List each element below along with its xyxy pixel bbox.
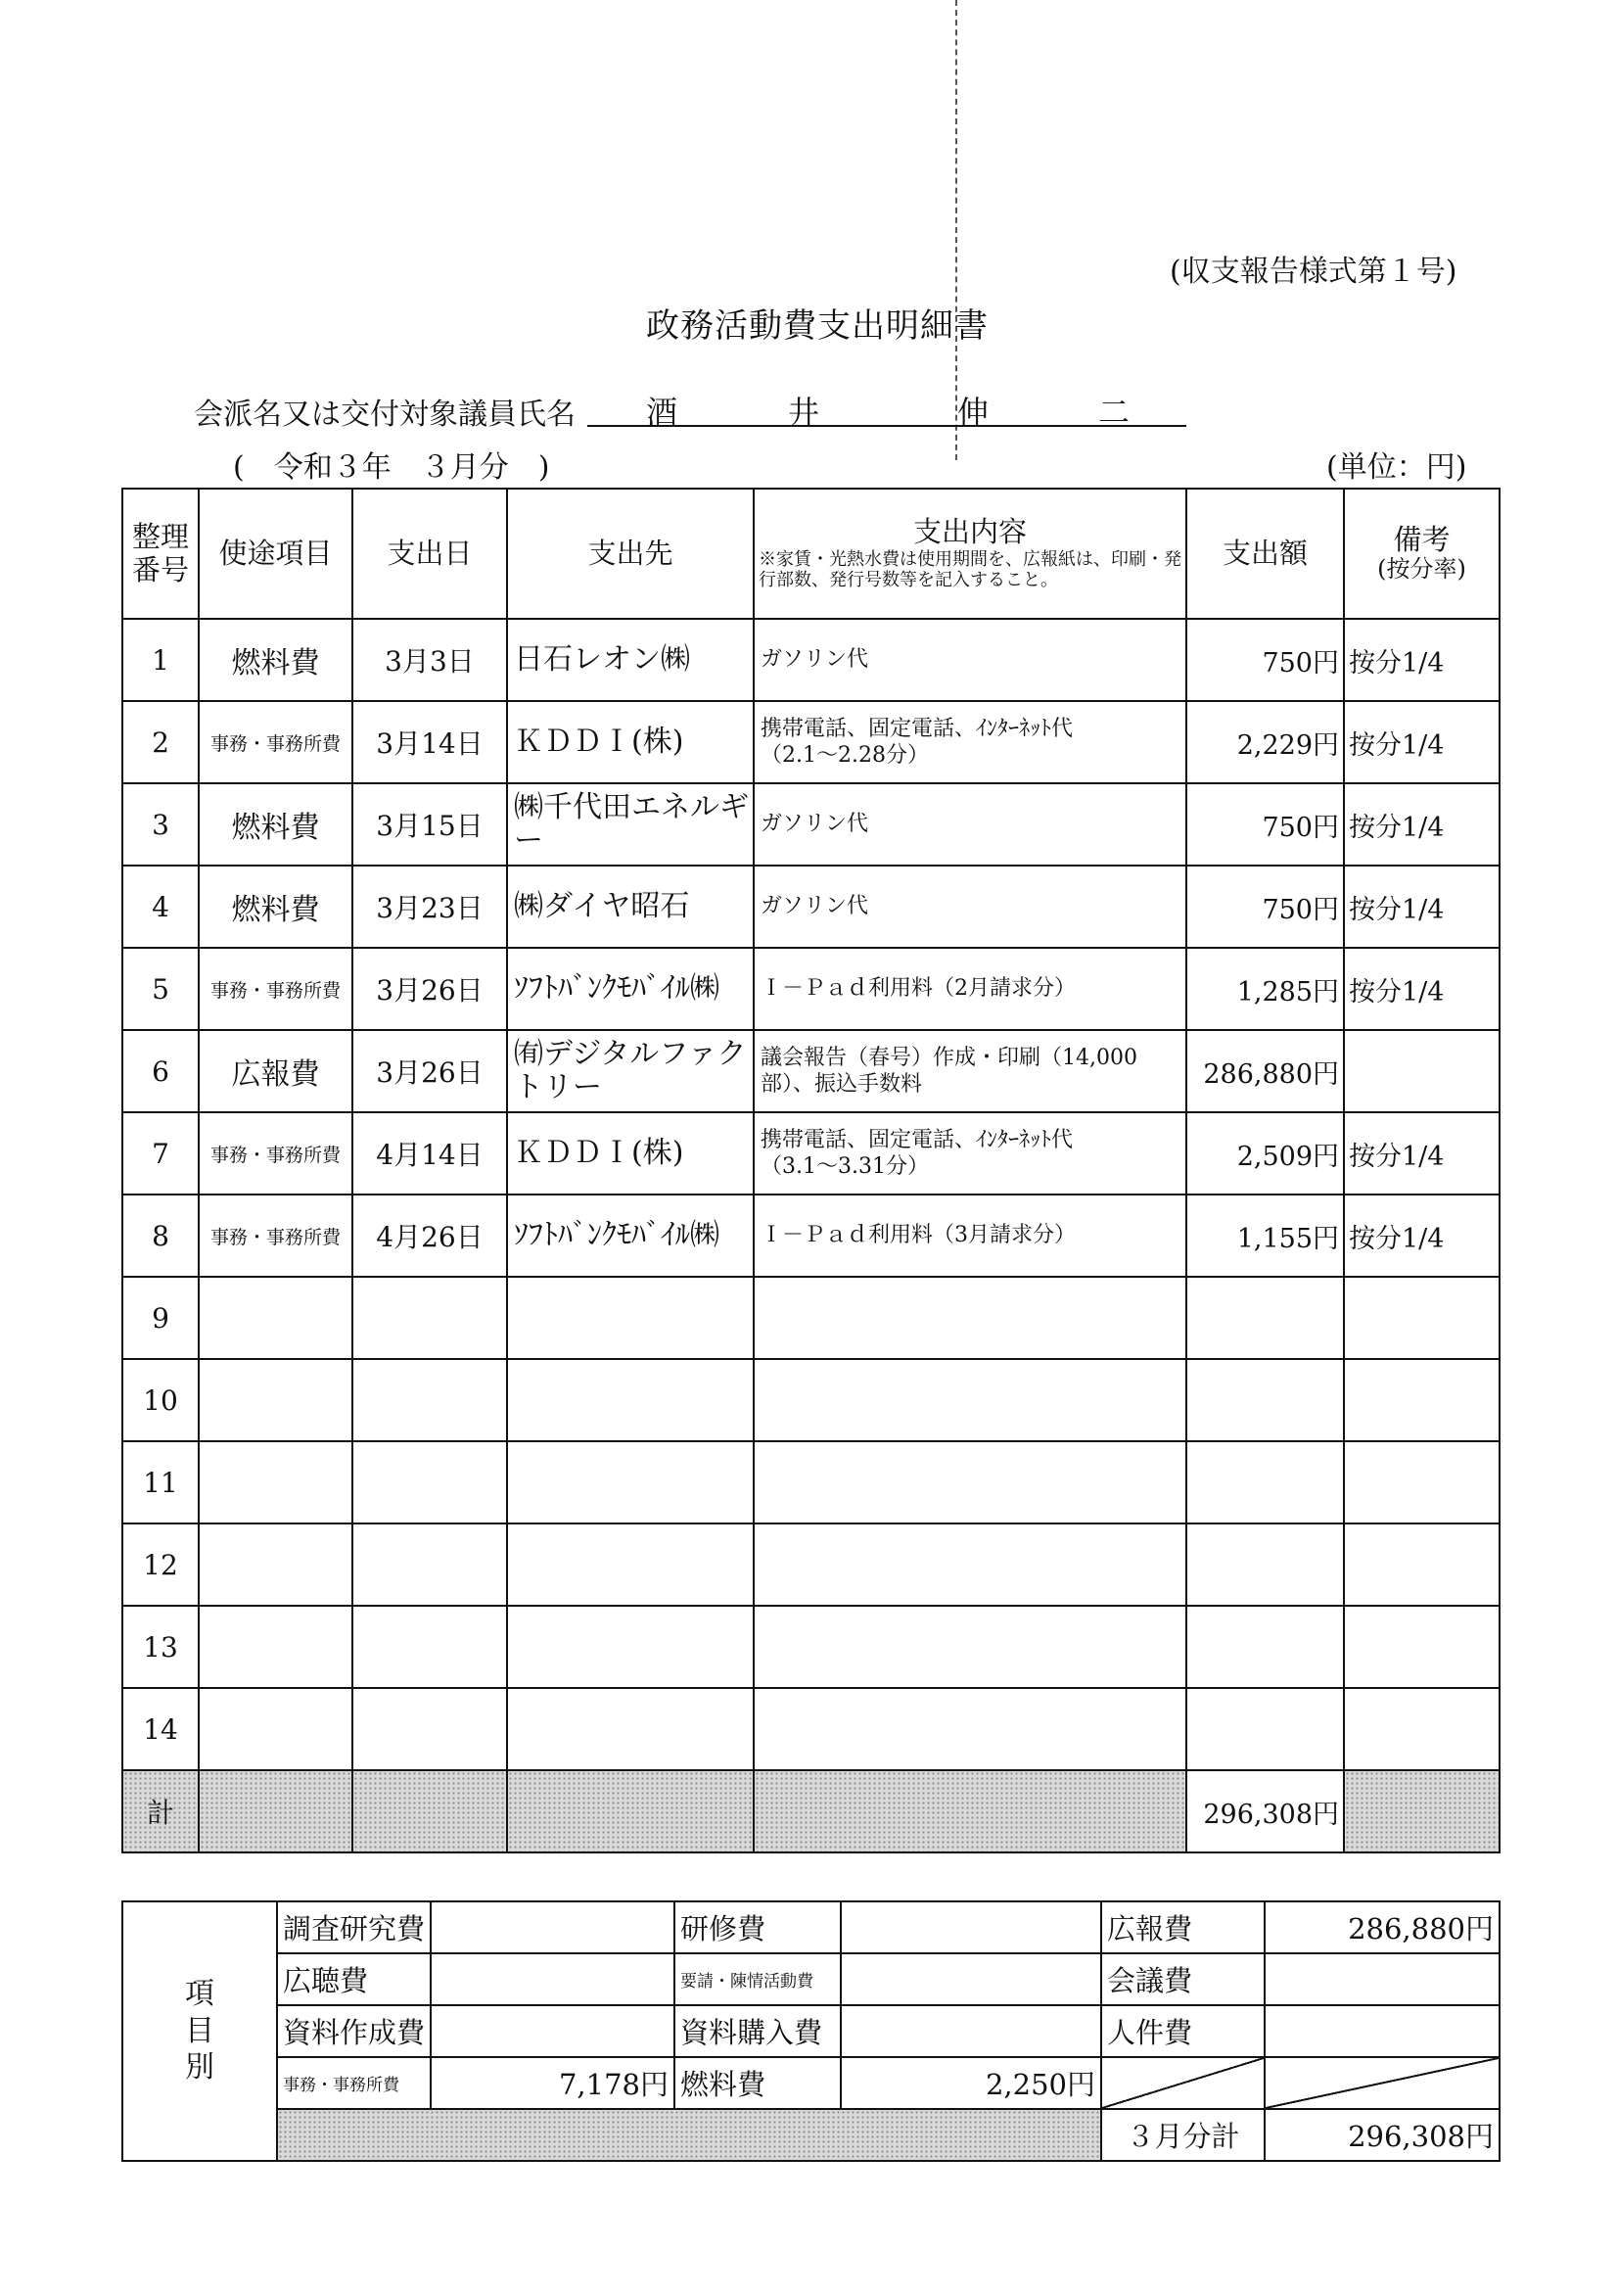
name-label: 会派名又は交付対象議員氏名 [194, 398, 576, 432]
row-description: 携帯電話、固定電話、ｲﾝﾀｰﾈｯﾄ代 （2.1～2.28分） [754, 701, 1186, 783]
row-note: 按分1/4 [1344, 619, 1500, 701]
row-number: 14 [122, 1688, 199, 1770]
row-use: 事務・事務所費 [199, 701, 352, 783]
row-use: 事務・事務所費 [199, 1112, 352, 1195]
table-row [122, 1195, 1500, 1277]
row-description: 携帯電話、固定電話、ｲﾝﾀｰﾈｯﾄ代 （3.1～3.31分） [754, 1112, 1186, 1195]
summary-label: 資料作成費 [277, 2005, 431, 2057]
row-amount: 750円 [1186, 783, 1344, 866]
row-date: 3月15日 [352, 783, 507, 866]
summary-label: 研修費 [674, 1901, 841, 1953]
row-date: 3月26日 [352, 1030, 507, 1112]
table-row [122, 1523, 1500, 1606]
row-use: 広報費 [199, 1030, 352, 1112]
row-use: 燃料費 [199, 866, 352, 948]
row-payee: ㈱ダイヤ昭石 [507, 866, 754, 948]
shaded-cell [277, 2109, 1101, 2161]
summary-label: 資料購入費 [674, 2005, 841, 2057]
row-use [199, 1523, 352, 1606]
row-date: 3月26日 [352, 948, 507, 1030]
row-description: ガソリン代 [754, 619, 1186, 701]
row-use: 事務・事務所費 [199, 948, 352, 1030]
unit-label: (単位：円) [1326, 450, 1467, 485]
document-title: 政務活動費支出明細書 [646, 306, 989, 346]
row-date [352, 1359, 507, 1441]
summary-label: 調査研究費 [277, 1901, 431, 1953]
row-amount: 750円 [1186, 866, 1344, 948]
header-date: 支出日 [352, 489, 507, 619]
row-description: Ｉ－Ｐａｄ利用料（3月請求分） [754, 1195, 1186, 1277]
row-date [352, 1441, 507, 1523]
row-number: 13 [122, 1606, 199, 1688]
summary-amount: 286,880円 [1265, 1901, 1500, 1953]
row-note [1344, 1606, 1500, 1688]
row-amount: 750円 [1186, 619, 1344, 701]
summary-amount [841, 1901, 1101, 1953]
row-use [199, 1606, 352, 1688]
summary-row [122, 1901, 1500, 1953]
row-note [1344, 1688, 1500, 1770]
row-date: 3月23日 [352, 866, 507, 948]
table-row [122, 1030, 1500, 1112]
summary-row [122, 1953, 1500, 2005]
row-use [199, 1359, 352, 1441]
table-row [122, 1112, 1500, 1195]
row-number: 4 [122, 866, 199, 948]
expense-table [121, 488, 1501, 1853]
row-payee [507, 1688, 754, 1770]
row-payee: ｿﾌﾄﾊﾞﾝｸﾓﾊﾞｲﾙ㈱ [507, 1195, 754, 1277]
struck-cell [1265, 2057, 1500, 2109]
summary-amount [1265, 1953, 1500, 2005]
table-row [122, 701, 1500, 783]
row-number: 6 [122, 1030, 199, 1112]
summary-label: 広聴費 [277, 1953, 431, 2005]
member-name-char: 井 [788, 394, 820, 431]
row-description: ガソリン代 [754, 866, 1186, 948]
summary-label: 要請・陳情活動費 [674, 1953, 841, 2005]
row-note [1344, 1030, 1500, 1112]
row-note: 按分1/4 [1344, 1195, 1500, 1277]
summary-amount [1265, 2005, 1500, 2057]
struck-cell [1101, 2057, 1265, 2109]
row-description: Ｉ－Ｐａｄ利用料（2月請求分） [754, 948, 1186, 1030]
row-date: 4月26日 [352, 1195, 507, 1277]
month-total-amount: 296,308円 [1265, 2109, 1500, 2161]
row-number: 7 [122, 1112, 199, 1195]
row-description [754, 1688, 1186, 1770]
shaded-cell [507, 1770, 754, 1852]
header-note-sub: (按分率) [1377, 555, 1466, 584]
table-row [122, 1277, 1500, 1359]
row-description [754, 1277, 1186, 1359]
table-row [122, 1359, 1500, 1441]
row-date: 4月14日 [352, 1112, 507, 1195]
row-description [754, 1359, 1186, 1441]
row-date: 3月14日 [352, 701, 507, 783]
row-date: 3月3日 [352, 619, 507, 701]
row-description: 議会報告（春号）作成・印刷（14,000部）、振込手数料 [754, 1030, 1186, 1112]
shaded-cell [1344, 1770, 1500, 1852]
row-use: 事務・事務所費 [199, 1195, 352, 1277]
row-amount: 286,880円 [1186, 1030, 1344, 1112]
row-note [1344, 1523, 1500, 1606]
row-number: 2 [122, 701, 199, 783]
row-use [199, 1441, 352, 1523]
row-payee: ｿﾌﾄﾊﾞﾝｸﾓﾊﾞｲﾙ㈱ [507, 948, 754, 1030]
summary-row [122, 2057, 1500, 2109]
row-number: 10 [122, 1359, 199, 1441]
row-date [352, 1277, 507, 1359]
row-number: 11 [122, 1441, 199, 1523]
header-no: 整理番号 [122, 489, 199, 619]
total-row [122, 1770, 1500, 1852]
month-total-label: ３月分計 [1101, 2109, 1265, 2161]
summary-total-row [122, 2109, 1500, 2161]
row-number: 3 [122, 783, 199, 866]
summary-label: 燃料費 [674, 2057, 841, 2109]
row-amount [1186, 1277, 1344, 1359]
row-amount: 1,285円 [1186, 948, 1344, 1030]
header-amount: 支出額 [1186, 489, 1344, 619]
header-description [754, 489, 1186, 619]
row-payee: 日石レオン㈱ [507, 619, 754, 701]
summary-label: 会議費 [1101, 1953, 1265, 2005]
total-label: 計 [122, 1770, 199, 1852]
category-side-label [122, 1901, 277, 2161]
header-row [122, 489, 1500, 619]
row-note [1344, 1441, 1500, 1523]
row-payee: ㈱千代田エネルギー [507, 783, 754, 866]
row-payee [507, 1523, 754, 1606]
summary-row [122, 2005, 1500, 2057]
header-use: 使途項目 [199, 489, 352, 619]
table-row [122, 866, 1500, 948]
row-amount: 2,509円 [1186, 1112, 1344, 1195]
row-payee [507, 1359, 754, 1441]
period: ( 令和３年 ３月分 ) [233, 450, 550, 485]
summary-amount [841, 2005, 1101, 2057]
row-note [1344, 1359, 1500, 1441]
member-name-char: 伸 [957, 394, 990, 431]
row-number: 12 [122, 1523, 199, 1606]
table-row [122, 619, 1500, 701]
member-name-char: 酒 [646, 394, 678, 431]
summary-label: 人件費 [1101, 2005, 1265, 2057]
row-amount [1186, 1688, 1344, 1770]
row-date [352, 1606, 507, 1688]
row-note: 按分1/4 [1344, 783, 1500, 866]
table-row [122, 783, 1500, 866]
table-row [122, 1606, 1500, 1688]
row-description [754, 1523, 1186, 1606]
row-date [352, 1523, 507, 1606]
summary-amount: 2,250円 [841, 2057, 1101, 2109]
row-payee: ＫＤＤＩ(株) [507, 1112, 754, 1195]
row-number: 9 [122, 1277, 199, 1359]
row-payee: ＫＤＤＩ(株) [507, 701, 754, 783]
shaded-cell [754, 1770, 1186, 1852]
row-amount [1186, 1606, 1344, 1688]
summary-label: 広報費 [1101, 1901, 1265, 1953]
row-use [199, 1277, 352, 1359]
row-description: ガソリン代 [754, 783, 1186, 866]
shaded-cell [199, 1770, 352, 1852]
row-number: 1 [122, 619, 199, 701]
table-row [122, 1688, 1500, 1770]
row-amount [1186, 1359, 1344, 1441]
row-date [352, 1688, 507, 1770]
row-amount [1186, 1441, 1344, 1523]
row-number: 5 [122, 948, 199, 1030]
summary-amount [431, 1953, 674, 2005]
header-description-title: 支出内容 [912, 515, 1027, 549]
total-amount: 296,308円 [1186, 1770, 1344, 1852]
summary-label: 事務・事務所費 [277, 2057, 431, 2109]
row-number: 8 [122, 1195, 199, 1277]
row-note: 按分1/4 [1344, 701, 1500, 783]
row-payee [507, 1277, 754, 1359]
member-name-char: 二 [1098, 394, 1131, 431]
row-note: 按分1/4 [1344, 948, 1500, 1030]
row-amount: 2,229円 [1186, 701, 1344, 783]
summary-amount [841, 1953, 1101, 2005]
header-note [1344, 489, 1500, 619]
form-number: (収支報告様式第１号) [1170, 255, 1457, 289]
table-row [122, 1441, 1500, 1523]
row-description [754, 1441, 1186, 1523]
summary-amount: 7,178円 [431, 2057, 674, 2109]
row-amount [1186, 1523, 1344, 1606]
row-note: 按分1/4 [1344, 866, 1500, 948]
category-summary-table [121, 1900, 1501, 2162]
summary-amount [431, 1901, 674, 1953]
row-description [754, 1606, 1186, 1688]
row-amount: 1,155円 [1186, 1195, 1344, 1277]
row-payee [507, 1606, 754, 1688]
header-note-title: 備考 [1393, 523, 1451, 557]
row-note: 按分1/4 [1344, 1112, 1500, 1195]
row-payee: ㈲デジタルファクトリー [507, 1030, 754, 1112]
header-description-note: ※家賃・光熱水費は使用期間を、広報紙は、印刷・発行部数、発行号数等を記入すること。 [759, 548, 1181, 591]
row-note [1344, 1277, 1500, 1359]
shaded-cell [352, 1770, 507, 1852]
row-payee [507, 1441, 754, 1523]
row-use [199, 1688, 352, 1770]
category-side-text: 項 目 別 [185, 1977, 214, 2085]
row-use: 燃料費 [199, 783, 352, 866]
header-payee: 支出先 [507, 489, 754, 619]
table-row [122, 948, 1500, 1030]
row-use: 燃料費 [199, 619, 352, 701]
summary-amount [431, 2005, 674, 2057]
